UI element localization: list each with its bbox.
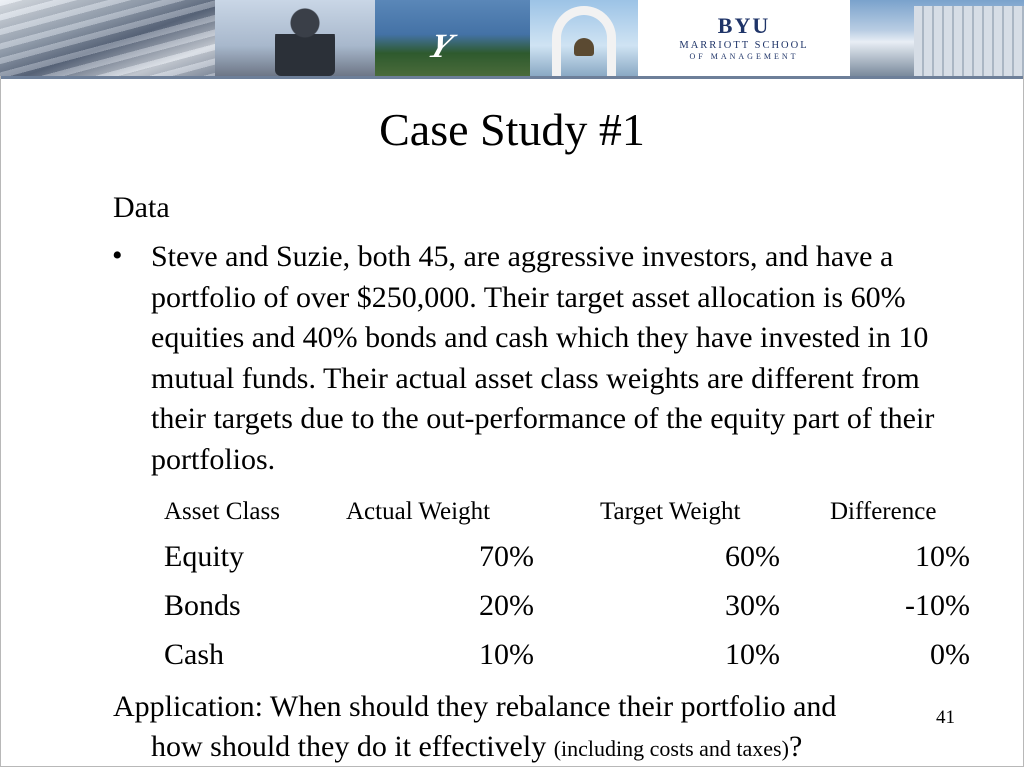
application-line2-note: (including costs and taxes) (553, 736, 789, 761)
bullet-marker: • (112, 239, 123, 272)
application-line2-end: ? (788, 730, 803, 763)
header-asset-class: Asset Class (164, 498, 280, 525)
banner-photo-bell-arch (530, 0, 638, 76)
table-header-row (160, 492, 970, 532)
banner-photo-campus-building (850, 0, 1024, 76)
table-row (160, 581, 970, 630)
table-row (160, 630, 970, 679)
application-question-line2 (151, 727, 802, 769)
table-row (160, 532, 970, 581)
bell-icon (574, 38, 594, 56)
allocation-table (160, 492, 970, 679)
row-asset-class: Cash (164, 637, 224, 671)
banner-photo-statue (215, 0, 375, 76)
banner-photo-mountain-y (375, 0, 530, 76)
row-asset-class: Bonds (164, 588, 241, 622)
row-actual-weight: 70% (479, 539, 534, 573)
header-difference: Difference (830, 498, 937, 525)
row-actual-weight: 20% (479, 588, 534, 622)
row-difference: 0% (930, 637, 970, 671)
building-facade (914, 6, 1024, 76)
application-question-line1: Application: When should they rebalance their portfolio and (113, 690, 837, 723)
row-difference: 10% (915, 539, 970, 573)
bullet-paragraph: Steve and Suzie, both 45, are aggressive investors, and have a portfolio of over $250,000. Their target asset allocation is 60% equities and 40% bonds and cash which they have invested in 10 mutual funds. Their actual asset class weights are different from their targets due to the out-performance of the equity part of their portfolios. (151, 240, 935, 476)
logo-main-text: BYU (717, 12, 771, 38)
banner-photo-building-roof (0, 0, 215, 76)
header-banner (0, 0, 1024, 79)
application-line2-main: how should they do it effectively (151, 730, 554, 763)
section-label: Data (113, 191, 170, 224)
row-target-weight: 30% (725, 588, 780, 622)
row-difference: -10% (905, 588, 970, 622)
row-target-weight: 60% (725, 539, 780, 573)
mountain-y-icon: Y (423, 28, 458, 65)
row-target-weight: 10% (725, 637, 780, 671)
page-number: 41 (936, 707, 955, 728)
header-target-weight: Target Weight (600, 498, 741, 525)
slide-title: Case Study #1 (379, 104, 645, 155)
logo-school-text: MARRIOTT SCHOOL (679, 39, 809, 51)
row-actual-weight: 10% (479, 637, 534, 671)
logo-sub-text: OF MANAGEMENT (689, 51, 799, 61)
header-actual-weight: Actual Weight (346, 498, 491, 525)
row-asset-class: Equity (164, 539, 244, 573)
statue-silhouette (275, 8, 335, 76)
byu-marriott-logo (638, 0, 850, 76)
